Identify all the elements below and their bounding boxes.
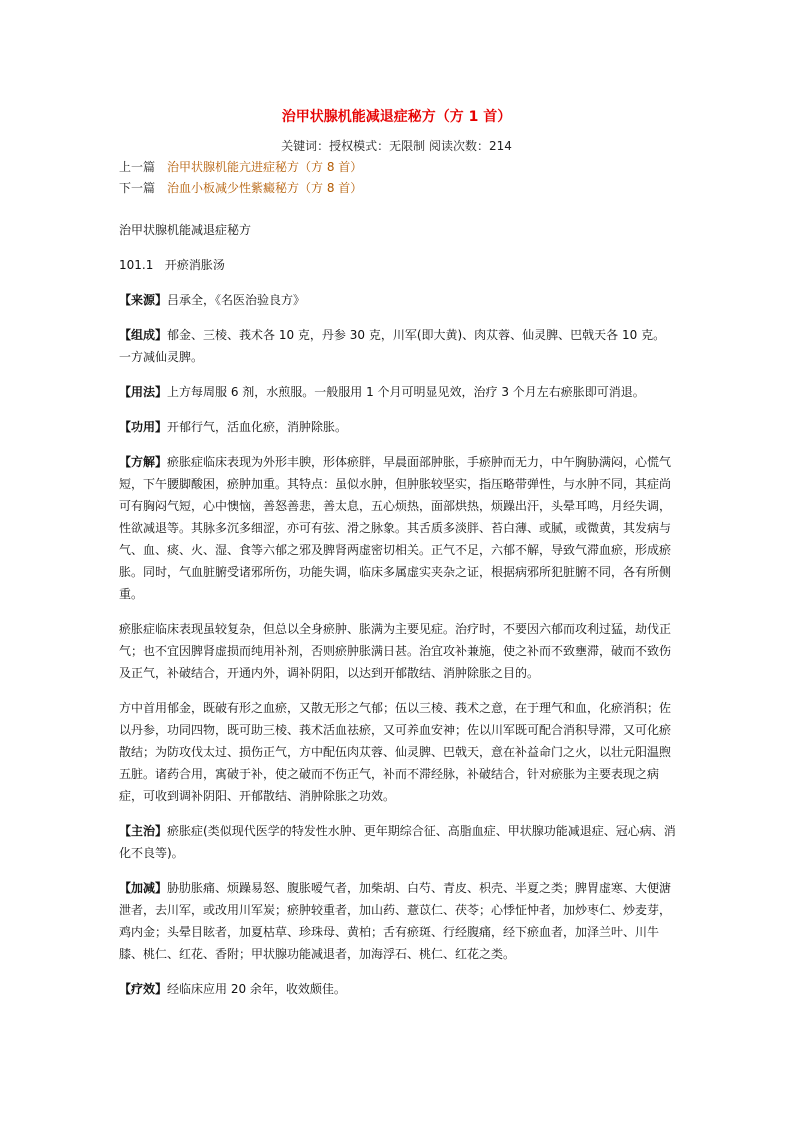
next-article — [119, 179, 362, 197]
indication-paragraph — [119, 820, 676, 864]
modification-paragraph — [119, 877, 676, 965]
modification-label: 【加减】 — [119, 881, 168, 895]
usage-paragraph — [119, 381, 676, 403]
explanation-label: 【方解】 — [119, 455, 168, 469]
keywords-label: 关键词： — [281, 139, 330, 153]
treatment-paragraph: 瘀胀症临床表现虽较复杂，但总以全身瘀肿、胀满为主要见症。治疗时，不要因六郁而攻利过猛，劫伐正气；也不宜因脾肾虚损而纯用补剂，否则瘀肿胀满日甚。治宜攻补兼施，使之补而不致壅滞，破而不致伤及正气，补破结合，开通内外，调补阴阳，以达到开郁散结、消肿除胀之目的。 — [119, 622, 672, 680]
recipe-name: 开瘀消胀汤 — [164, 258, 225, 272]
recipe-number: 101.1 — [119, 258, 154, 272]
next-label: 下一篇 — [119, 181, 156, 195]
indication-label: 【主治】 — [119, 824, 168, 838]
prev-article — [119, 158, 362, 176]
source-label: 【来源】 — [119, 293, 168, 307]
next-article-link[interactable]: 治血小板减少性紫癜秘方（方 8 首） — [167, 181, 363, 195]
prev-article-link[interactable]: 治甲状腺机能亢进症秘方（方 8 首） — [167, 160, 363, 174]
recipe-heading — [119, 254, 676, 276]
effect-text: 开郁行气，活血化瘀，消肿除胀。 — [167, 420, 348, 434]
indication-text: 瘀胀症(类似现代医学的特发性水肿、更年期综合征、高脂血症、甲状腺功能减退症、冠心病、消化不良等)。 — [119, 824, 676, 860]
efficacy-text: 经临床应用 20 余年，收效颇佳。 — [167, 982, 346, 996]
source-text: 吕承全，《名医治验良方》 — [167, 293, 306, 307]
efficacy-label: 【疗效】 — [119, 982, 168, 996]
efficacy-paragraph — [119, 978, 676, 1000]
prev-label: 上一篇 — [119, 160, 156, 174]
explanation-paragraph — [119, 451, 676, 605]
license-value: 无限制 — [389, 139, 426, 153]
effect-paragraph — [119, 416, 676, 438]
composition-text: 郁金、三棱、莪术各 10 克，丹参 30 克，川军(即大黄)、肉苁蓉、仙灵脾、巴戟天各 10 克。一方减仙灵脾。 — [119, 328, 666, 364]
section-title: 治甲状腺机能减退症秘方 — [119, 223, 252, 237]
usage-text: 上方每周服 6 剂，水煎服。一般服用 1 个月可明显见效，治疗 3 个月左右瘀胀即可消退。 — [167, 385, 645, 399]
usage-label: 【用法】 — [119, 385, 168, 399]
reads-count: 214 — [488, 139, 512, 153]
formula-analysis-paragraph: 方中首用郁金，既破有形之血瘀，又散无形之气郁；伍以三棱、莪术之意，在于理气和血，化瘀消积；佐以丹参，功同四物，既可助三棱、莪术活血祛瘀，又可养血安神；佐以川军既可配合消积导滞，又可化瘀散结；为防攻伐太过、损伤正气，方中配伍肉苁蓉、仙灵脾、巴戟天，意在补益命门之火，以壮元阳温煦五脏。诸药合用，寓破于补，使之破而不伤正气，补而不滞经脉，补破结合，针对瘀胀为主要表现之病症，可收到调补阴阳、开郁散结、消肿除胀之功效。 — [119, 701, 672, 803]
composition-label: 【组成】 — [119, 328, 168, 342]
composition-paragraph — [119, 324, 676, 368]
meta-line — [0, 137, 793, 155]
reads-label: 阅读次数： — [428, 139, 489, 153]
effect-label: 【功用】 — [119, 420, 168, 434]
explanation-text: 瘀胀症临床表现为外形丰腴，形体瘀胖，早晨面部肿胀，手瘀肿而无力，中午胸胁满闷，心慌气短，下午腰脚酸困，瘀肿加重。其特点：虽似水肿，但肿胀较坚实，指压略带弹性，与水肿不同，其症尚可有胸闷气短，心中懊恼，善怒善悲，善太息，五心烦热，面部烘热，烦躁出汗，头晕耳鸣，月经失调，性欲减退等。其脉多沉多细涩，亦可有弦、滑之脉象。其舌质多淡胖、苔白薄、或腻，或微黄，其发病与气、血、痰、火、湿、食等六郁之邪及脾肾两虚密切相关。正气不足，六郁不解，导致气滞血瘀，形成瘀胀。同时，气血脏腑受诸邪所伤，功能失调，临床多属虚实夹杂之证，根据病邪所犯脏腑不同，各有所侧重。 — [119, 455, 672, 601]
license-label: 授权模式： — [329, 139, 390, 153]
article-body — [119, 219, 676, 1013]
page-title: 治甲状腺机能减退症秘方（方 1 首） — [281, 109, 512, 125]
source-paragraph — [119, 289, 676, 311]
modification-text: 胁肋胀痛、烦躁易怒、腹胀嗳气者，加柴胡、白芍、青皮、枳壳、半夏之类；脾胃虚寒、大便溏泄者，去川军，或改用川军炭；瘀肿较重者，加山药、薏苡仁、茯苓；心悸怔忡者，加炒枣仁、炒麦芽，鸡内金；头晕目眩者，加夏枯草、珍珠母、黄柏；舌有瘀斑、行经腹痛，经下瘀血者，加泽兰叶、川牛膝、桃仁、红花、香附；甲状腺功能减退者，加海浮石、桃仁、红花之类。 — [119, 881, 672, 961]
